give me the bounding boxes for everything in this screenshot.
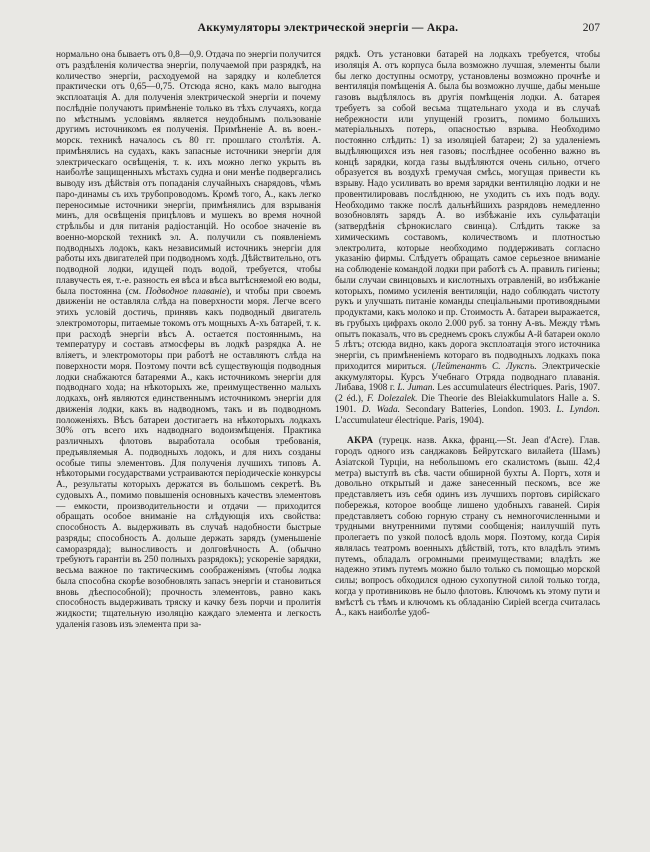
page-header [56, 22, 600, 40]
text-column-left [56, 50, 321, 631]
text-columns [56, 50, 600, 631]
paragraph-accumulators-continued: нормально она бываетъ отъ 0,8—0,9. Отдача по энергіи получится отъ раздѣленія количества энергіи, получаемой при разрядкѣ, на количество энергіи, расходуемой на зарядку и колеблется практически отъ 0,65—0,75. Отсюда ясно, какъ мало выгодна эксплоатація А. для полученія электрической энергіи и почему послѣдніе получаютъ примѣненіе только въ тѣхъ случаяхъ, когда по мѣстнымъ условіямъ является неудобнымъ пользованіе другимъ источникомъ ея полученія. Примѣненіе А. въ воен.-морск. техникѣ началось съ 80 гг. прошлаго столѣтія. А. примѣнялись на судахъ, какъ запасные источники энергіи для электрическаго освѣщенія, т. к. ихъ можно легко укрыть въ наиболѣе защищенныхъ мѣстахъ судна и они менѣе подвергались выводу изъ дѣйствія отъ попаданія случайныхъ снарядовъ, чѣмъ паро-динамы съ ихъ трубопроводомъ. Кромѣ того, А., какъ легко переносимые источники энергіи, примѣнялись для взрыванія минъ, для освѣщенія прицѣловъ и мушекъ во время ночной стрѣльбы и для питанія радіостанцій. Но особое значеніе въ военно-морской техникѣ эл. А. получили съ появленіемъ подводныхъ лодокъ, какъ независимый источникъ энергіи для работы ихъ двигателей при подводномъ ходѣ. Дѣйствительно, отъ подводной лодки, идущей подъ водой, требуется, чтобы плавучесть ея, т.-е. разность ея вѣса и вѣса вытѣсняемой ею воды, была постоянна (см. Подводное плаваніе), и чтобы при своемъ движеніи не оставляла слѣда на поверхности моря. Легче всего этихъ условій достичь, принявъ какъ подводный двигатель электромоторы, питаемые токомъ отъ мощныхъ А-хъ батарей, т. к. при расходѣ энергіи вѣсъ А. остается постояннымъ, на температуру и составъ атмосферы въ лодкѣ разрядка А. не вліяетъ, и электромоторы при работѣ не оставляютъ слѣда на поверхности моря. Поэтому почти всѣ существующія подводныя лодки снабжаются батареями А., какъ источникомъ энергіи для подводнаго хода; на нѣкоторыхъ же, преимущественно малыхъ лодкахъ, онѣ являются единственнымъ источникомъ энергіи для движенія лодки, какъ въ надводномъ, такъ и въ подводномъ положеніяхъ. Вѣсъ батареи достигаетъ на нѣкоторыхъ лодкахъ 30% отъ всего ихъ надводнаго водоизмѣщенія. Практика различныхъ флотовъ выработала особыя требованія, предъявляемыя А. подводныхъ лодокъ, и для нихъ созданы особые типы элементовъ. Для полученія лучшихъ типовъ А. нѣкоторыми государствами устраиваются періодическіе конкурсы А., результаты которыхъ держатся въ большомъ секретѣ. Въ судовыхъ А., помимо повышенія основныхъ качествъ элементовъ — емкости, производительности и отдачи — приходится обращать особое вниманіе на слѣдующія ихъ свойства: способность А. выдерживать въ случаѣ надобности быстрые разряды; способность А. дольше держать зарядъ (уменьшеніе саморазряда); выносливость и долговѣчность А. (обычно требуютъ гарантіи въ 250 полныхъ разрядокъ); ускореніе зарядки, весьма важное по тактическимъ соображеніямъ (чтобы лодка была способна скорѣе возобновлять запасъ энергіи и становиться вновь дѣеспособной); прочность элементовъ, равно какъ способность выдерживать тряску и качку безъ порчи и пролитія жидкости; тщательную изоляцію каждаго элемента и легкость удаленія газовъ изъ элемента при за- [56, 50, 321, 630]
paragraph-akra-entry: АКРА (турецк. назв. Акка, франц.—St. Jean d'Acre). Глав. городъ одного изъ санджаковъ Бейрутскаго вилайета (Шамъ) Азіатской Турціи, на небольшомъ его скалистомъ (выш. 42,4 метра) выступѣ въ сѣв. части обширной бухты А. Портъ, хотя и довольно открытый и даже занесенный пескомъ, все же представляетъ изъ себя одинъ изъ лучшихъ портовъ сирійскаго побережья, которое вообще лишено удобныхъ гаваней. Сирія представляетъ собою горную страну съ немногочисленными и трудными внутренними путями сообщенія; наилучшій путь пролегаетъ по узкой полосѣ вдоль моря. Поэтому, когда Сирія являлась театромъ военныхъ дѣйствій, тотъ, кто владѣлъ этимъ путемъ, обладалъ огромными преимуществами; владѣть же надежно этимъ путемъ можно было только съ помощью морской силы; вопросъ обходился одною сухопутной силой только тогда, когда у противниковъ не было флотовъ. Ключомъ къ этому пути и вмѣстѣ съ тѣмъ и ключомъ къ обладанію Сиріей всегда считалась А., какъ наиболѣе удоб- [335, 436, 600, 619]
page-number: 207 [582, 22, 600, 34]
text-column-right [335, 50, 600, 631]
paragraph-accumulators-end: рядкѣ. Отъ установки батарей на лодкахъ требуется, чтобы изоляція А. отъ корпуса была возможно лучшая, элементы были бы легко доступны осмотру, установлены возможно прочнѣе и вентиляція помѣщенія А. была бы возможно лучше, дабы меньше газовъ выдѣлялось въ другія помѣщенія лодки. А. батарея требуетъ за собой весьма тщательнаго ухода и въ случаѣ небрежности или упущеній грозитъ, помимо большихъ матеріальныхъ потерь, опасностью взрыва. Необходимо постоянно слѣдить: 1) за изоляціей батареи; 2) за удаленіемъ выдѣляющихся изъ нея газовъ; послѣднее особенно важно въ концѣ зарядки, когда газы выдѣляются очень сильно, отчего образуется въ воздухѣ гремучая смѣсь, могущая привести къ взрыву. Надо усиливать во время зарядки вентиляцію лодки и не провентилировавъ послѣднюю, не уходить съ ихъ подъ воду. Необходимо также послѣ дальнѣйшихъ разрядовъ немедленно возобновлять зарядъ А. во избѣжаніе ихъ сульфатаціи (затвердѣнія сѣрнокислаго свинца). Слѣдить также за химическимъ составомъ, количествомъ и плотностью электролита, которые необходимо поддерживать согласно указанію фирмы. Слѣдуетъ обращать самое серьезное вниманіе на соблюденіе командой лодки при работѣ съ А. правилъ гигіены; были случаи свинцовыхъ и кислотныхъ отравленій, во избѣжаніе которыхъ, помимо усиленія вентиляціи, надо соблюдать чистоту рукъ и улучшать питаніе команды спеціальными противоядными продуктами, какъ молоко и пр. Стоимость А. батареи выражается, въ грубыхъ цифрахъ около 2.000 руб. за тонну А-въ. Между тѣмъ опытъ показалъ, что въ среднемъ срокъ службы А-й батареи около 5 лѣтъ; отсюда видно, какъ дорога эксплоатація этого источника энергіи, съ примѣненіемъ котораго въ подводныхъ лодкахъ пока приходится мириться. (Лейтенантъ С. Лукспъ. Электрическіе аккумуляторы. Курсъ Учебнаго Отряда подводнаго плаванія. Либава, 1908 г. L. Juman. Les accumulateurs électriques. Paris, 1907. (2 éd.), F. Dolezalek. Die Theorie des Bleiakkumulators Halle a. S. 1901. D. Wada. Secondary Batteries, London. 1903. L. Lyndon. L'accumulateur électrique. Paris, 1904). [335, 50, 600, 426]
running-head-title: Аккумуляторы электрической энергіи — Акра. [197, 22, 459, 34]
